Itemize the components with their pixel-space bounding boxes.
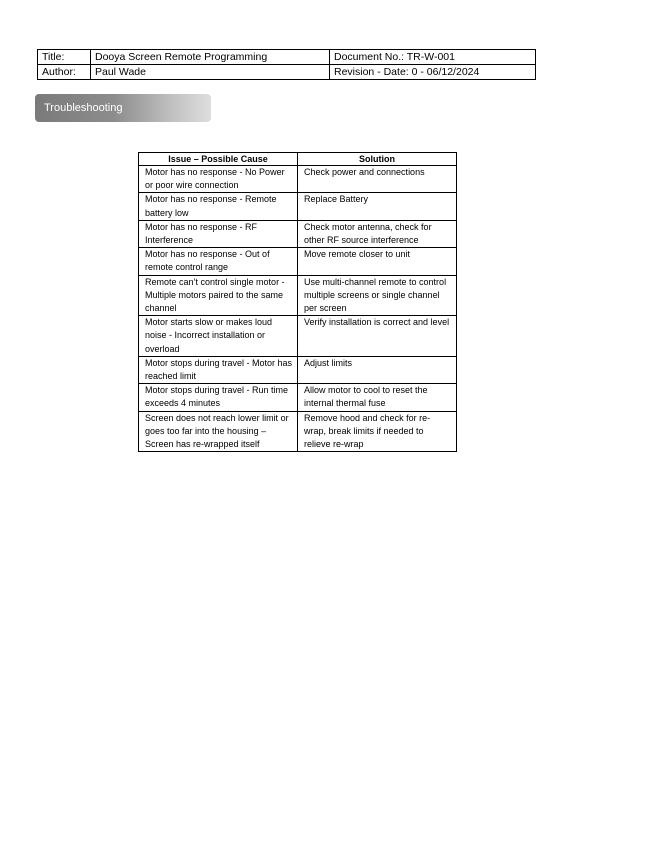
table-row: [139, 275, 457, 316]
solution-cell: Remove hood and check for re-wrap, break limits if needed to relieve re-wrap: [298, 411, 457, 452]
table-row: [139, 166, 457, 193]
issue-cell: Motor has no response - No Power or poor wire connection: [139, 166, 298, 193]
solution-cell: Move remote closer to unit: [298, 248, 457, 275]
title-value: Dooya Screen Remote Programming: [91, 50, 330, 65]
table-row: [139, 356, 457, 383]
table-row: [139, 193, 457, 220]
column-header-issue: Issue – Possible Cause: [139, 153, 298, 166]
table-row: [139, 220, 457, 247]
issue-cell: Screen does not reach lower limit or goes too far into the housing – Screen has re-wrapped itself: [139, 411, 298, 452]
issue-cell: Motor stops during travel - Motor has reached limit: [139, 356, 298, 383]
issue-cell: Motor has no response - RF Interference: [139, 220, 298, 247]
solution-cell: Adjust limits: [298, 356, 457, 383]
column-header-solution: Solution: [298, 153, 457, 166]
solution-cell: Allow motor to cool to reset the internal thermal fuse: [298, 384, 457, 411]
table-row: [139, 384, 457, 411]
issue-cell: Remote can’t control single motor - Multiple motors paired to the same channel: [139, 275, 298, 316]
solution-cell: Check power and connections: [298, 166, 457, 193]
table-row: [139, 316, 457, 357]
header-row-author: [38, 65, 536, 80]
table-row: [139, 411, 457, 452]
issue-cell: Motor stops during travel - Run time exceeds 4 minutes: [139, 384, 298, 411]
solution-cell: Use multi-channel remote to control multiple screens or single channel per screen: [298, 275, 457, 316]
issue-cell: Motor has no response - Remote battery low: [139, 193, 298, 220]
document-number: Document No.: TR-W-001: [330, 50, 536, 65]
issue-cell: Motor starts slow or makes loud noise - Incorrect installation or overload: [139, 316, 298, 357]
solution-cell: Verify installation is correct and level: [298, 316, 457, 357]
author-value: Paul Wade: [91, 65, 330, 80]
author-label: Author:: [38, 65, 91, 80]
troubleshooting-table: [138, 152, 457, 452]
solution-cell: Replace Battery: [298, 193, 457, 220]
issue-cell: Motor has no response - Out of remote control range: [139, 248, 298, 275]
table-row: [139, 248, 457, 275]
solution-cell: Check motor antenna, check for other RF source interference: [298, 220, 457, 247]
header-row-title: [38, 50, 536, 65]
table-header-row: [139, 153, 457, 166]
title-label: Title:: [38, 50, 91, 65]
revision-date: Revision - Date: 0 - 06/12/2024: [330, 65, 536, 80]
section-heading-troubleshooting: Troubleshooting: [35, 94, 211, 122]
document-header-table: [37, 49, 536, 80]
